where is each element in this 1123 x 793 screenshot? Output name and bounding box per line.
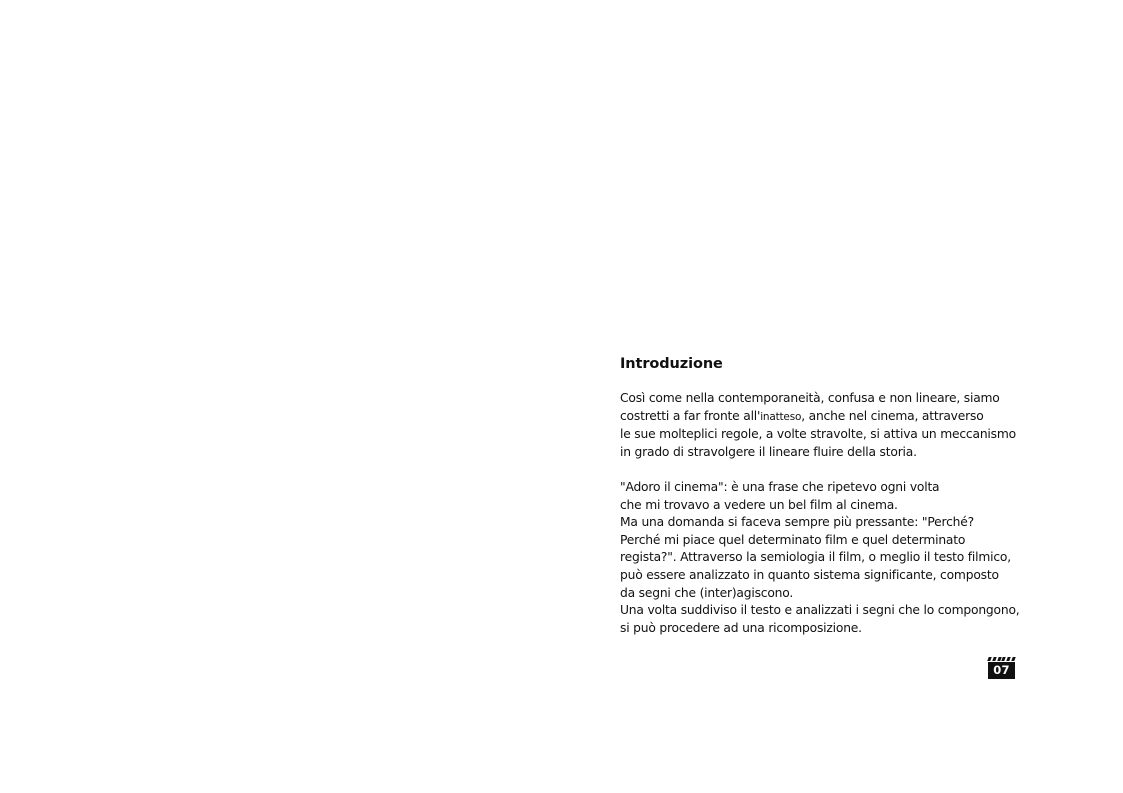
page-number: 07 [988, 662, 1015, 679]
text-line: da segni che (inter)agiscono. [620, 585, 794, 600]
text-line: Così come nella contemporaneità, confusa e non lineare, siamo [620, 391, 1000, 405]
text-line: in grado di stravolgere il lineare fluire della storia. [620, 444, 917, 459]
page-number-badge [988, 655, 1015, 679]
text-line: Ma una domanda si faceva sempre più pressante: "Perché? [620, 515, 974, 530]
paragraph-1 [620, 390, 1030, 461]
text-line: Una volta suddiviso il testo e analizzati i segni che lo compongono, [620, 603, 1020, 618]
text-fragment: costretti a far fronte all' [620, 408, 761, 423]
section-title: Introduzione [620, 356, 723, 372]
text-line: le sue molteplici regole, a volte stravolte, si attiva un meccanismo [620, 427, 1016, 442]
paragraph-2 [620, 479, 1030, 637]
text-fragment: , anche nel cinema, attraverso [801, 408, 984, 423]
text-line: "Adoro il cinema": è una frase che ripetevo ogni volta [620, 479, 940, 494]
text-line: Perché mi piace quel determinato film e quel determinato [620, 532, 966, 547]
text-line: può essere analizzato in quanto sistema significante, composto [620, 567, 999, 582]
text-line: si può procedere ad una ricomposizione. [620, 620, 862, 635]
introduction-section [620, 354, 1030, 637]
clapperboard-icon [988, 655, 1015, 661]
text-line [620, 408, 1030, 427]
text-line: regista?". Attraverso la semiologia il film, o meglio il testo filmico, [620, 550, 1011, 565]
small-text-fragment: inatteso [760, 410, 802, 423]
text-line: che mi trovavo a vedere un bel film al cinema. [620, 497, 898, 512]
